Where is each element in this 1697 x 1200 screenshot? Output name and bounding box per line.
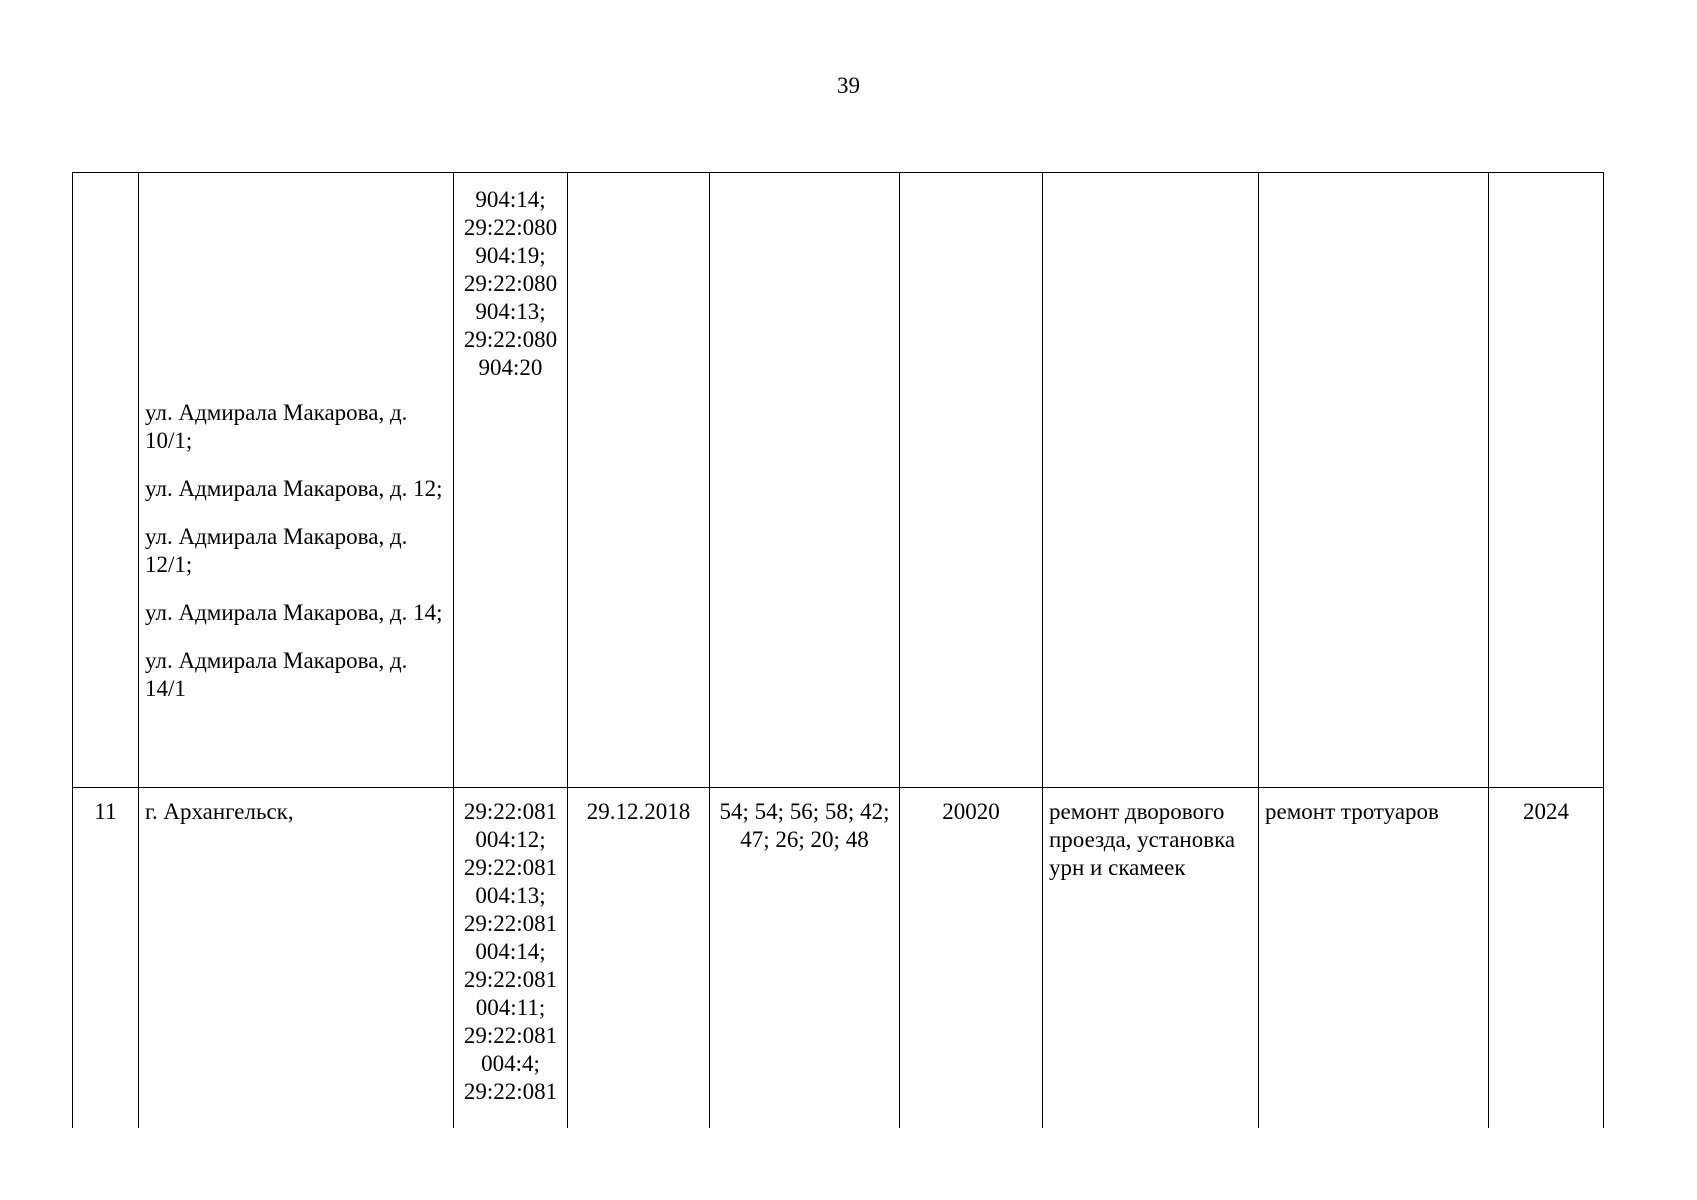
cell-addresses — [139, 173, 454, 788]
yard-improvement-table — [72, 172, 1604, 1128]
cell-area: 20020 — [900, 788, 1043, 1129]
cell-date — [568, 173, 710, 788]
cadastral-line: 904:13; — [475, 299, 546, 324]
address-item: ул. Адмирала Макарова, д. 14/1 — [145, 648, 408, 701]
cell-address: г. Архангельск, — [139, 788, 454, 1129]
address-item: ул. Адмирала Макарова, д. 12; — [145, 476, 443, 501]
page-number: 39 — [837, 73, 860, 98]
cell-values: 54; 54; 56; 58; 42; 47; 26; 20; 48 — [710, 788, 900, 1129]
cadastral-line: 004:12; — [475, 827, 546, 852]
cell-work-main: ремонт дворового проезда, установка урн и скамеек — [1043, 788, 1259, 1129]
cadastral-line: 29:22:080 — [463, 215, 558, 240]
cadastral-line: 004:11; — [475, 995, 546, 1020]
cadastral-line: 29:22:081 — [463, 799, 558, 824]
cell-year: 2024 — [1489, 788, 1604, 1129]
cadastral-line: 29:22:081 — [463, 911, 558, 936]
cadastral-line: 29:22:081 — [463, 967, 558, 992]
cadastral-line: 904:14; — [475, 187, 546, 212]
cell-date: 29.12.2018 — [568, 788, 710, 1129]
cell-area — [900, 173, 1043, 788]
cell-cadastral-numbers — [454, 173, 568, 788]
cell-cadastral-numbers — [454, 788, 568, 1129]
cadastral-line: 29:22:080 — [463, 327, 558, 352]
address-item: ул. Адмирала Макарова, д. 14; — [145, 600, 443, 625]
cell-work-main — [1043, 173, 1259, 788]
cadastral-line: 29:22:081 — [463, 1023, 558, 1048]
cadastral-line: 29:22:081 — [463, 1079, 558, 1104]
cadastral-line: 004:14; — [475, 939, 546, 964]
cadastral-line: 004:13; — [475, 883, 546, 908]
address-list — [139, 173, 453, 703]
cell-work-additional: ремонт тротуаров — [1259, 788, 1489, 1129]
cadastral-line: 004:4; — [481, 1051, 540, 1076]
cell-year — [1489, 173, 1604, 788]
cadastral-line: 904:20 — [478, 355, 543, 380]
cell-number — [73, 173, 139, 788]
address-item: ул. Адмирала Макарова, д. 10/1; — [145, 400, 408, 453]
cell-work-additional — [1259, 173, 1489, 788]
table-row-11 — [73, 788, 1604, 1129]
address-item: ул. Адмирала Макарова, д. 12/1; — [145, 524, 408, 577]
table-row-continued — [73, 173, 1604, 788]
cadastral-line: 904:19; — [475, 243, 546, 268]
cadastral-line: 29:22:081 — [463, 855, 558, 880]
cell-values — [710, 173, 900, 788]
cadastral-line: 29:22:080 — [463, 271, 558, 296]
cell-number: 11 — [73, 788, 139, 1129]
